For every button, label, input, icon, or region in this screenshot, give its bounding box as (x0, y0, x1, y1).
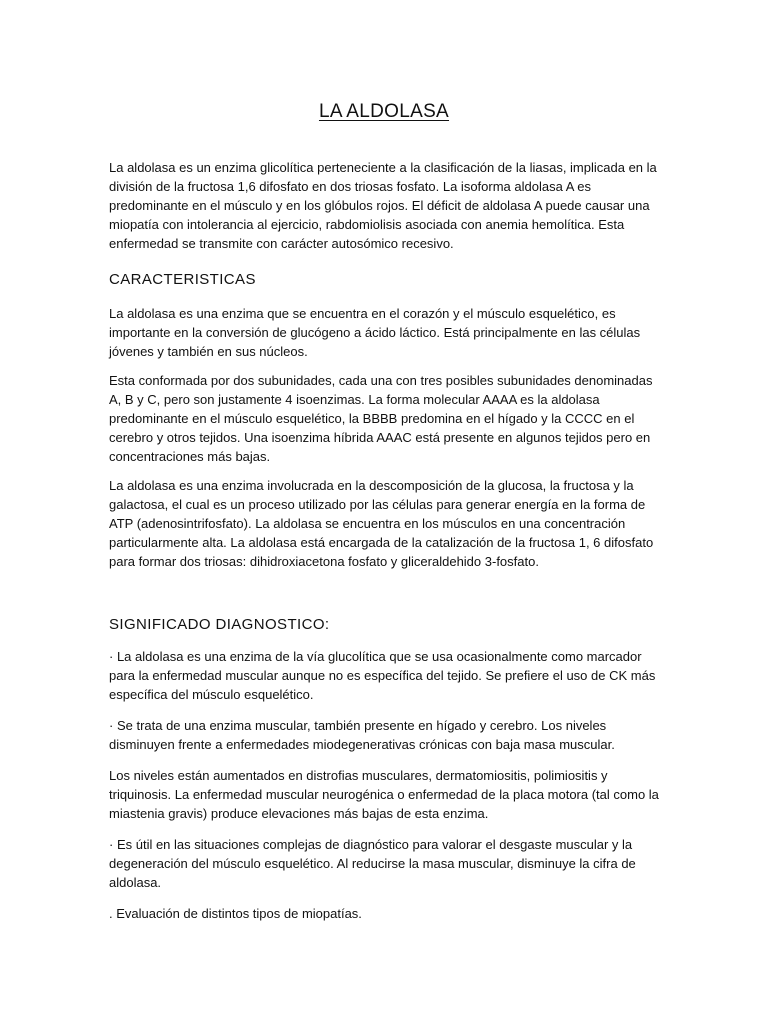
caracteristicas-paragraph-1: La aldolasa es una enzima que se encuentra en el corazón y el músculo esquelético, es importante en la conversión de glucógeno a ácido láctico. Está principalmente en las células jóvenes y también en sus núcleos. (109, 306, 641, 359)
caracteristicas-paragraph-2: Esta conformada por dos subunidades, cada una con tres posibles subunidades denominadas A, B y C, pero son justamente 4 isoenzimas. La forma molecular AAAA es la aldolasa predominante en el músculo esquelético, la BBBB predomina en el hígado y la CCCC en el cerebro y otros tejidos. Una isoenzima híbrida AAAC está presente en algunos tejidos pero en concentraciones más bajas. (109, 373, 653, 464)
diagnostico-paragraph-3: Los niveles están aumentados en distrofias musculares, dermatomiositis, polimiositis y triquinosis. La enfermedad muscular neurogénica o enfermedad de la placa motora (tal como la miastenia gravis) produce elevaciones más bajas de esta enzima. (109, 768, 659, 821)
document-title: LA ALDOLASA (318, 100, 450, 122)
section-heading-diagnostico: SIGNIFICADO DIAGNOSTICO: (109, 616, 330, 633)
document-body (109, 158, 662, 923)
intro-paragraph: La aldolasa es un enzima glicolítica perteneciente a la clasificación de la liasas, implicada en la división de la fructosa 1,6 difosfato en dos triosas fosfato. La isoforma aldolasa A es predominante en el músculo y en los glóbulos rojos. El déficit de aldolasa A puede causar una miopatía con intolerancia al ejercicio, rabdomiolisis asociada con anemia hemolítica. Esta enfermedad se transmite con carácter autosómico recesivo. (109, 160, 657, 251)
diagnostico-paragraph-1: · La aldolasa es una enzima de la vía glucolítica que se usa ocasionalmente como marcador para la enfermedad muscular aunque no es específica del tejido. Se prefiere el uso de CK más específica del músculo esquelético. (109, 649, 656, 702)
diagnostico-paragraph-5: . Evaluación de distintos tipos de miopatías. (109, 906, 362, 921)
caracteristicas-paragraph-3: La aldolasa es una enzima involucrada en la descomposición de la glucosa, la fructosa y la galactosa, el cual es un proceso utilizado por las células para generar energía en la forma de ATP (adenosintrifosfato). La aldolasa se encuentra en los músculos en una concentración particularmente alta. La aldolasa está encargada de la catalización de la fructosa 1, 6 difosfato para formar dos triosas: dihidroxiacetona fosfato y gliceraldehido 3-fosfato. (109, 478, 654, 569)
diagnostico-paragraph-4: · Es útil en las situaciones complejas de diagnóstico para valorar el desgaste muscular y la degeneración del músculo esquelético. Al reducirse la masa muscular, disminuye la cifra de aldolasa. (109, 837, 636, 890)
diagnostico-paragraph-2: · Se trata de una enzima muscular, también presente en hígado y cerebro. Los niveles disminuyen frente a enfermedades miodegenerativas crónicas con baja masa muscular. (109, 718, 615, 752)
section-heading-caracteristicas: CARACTERISTICAS (109, 271, 256, 288)
